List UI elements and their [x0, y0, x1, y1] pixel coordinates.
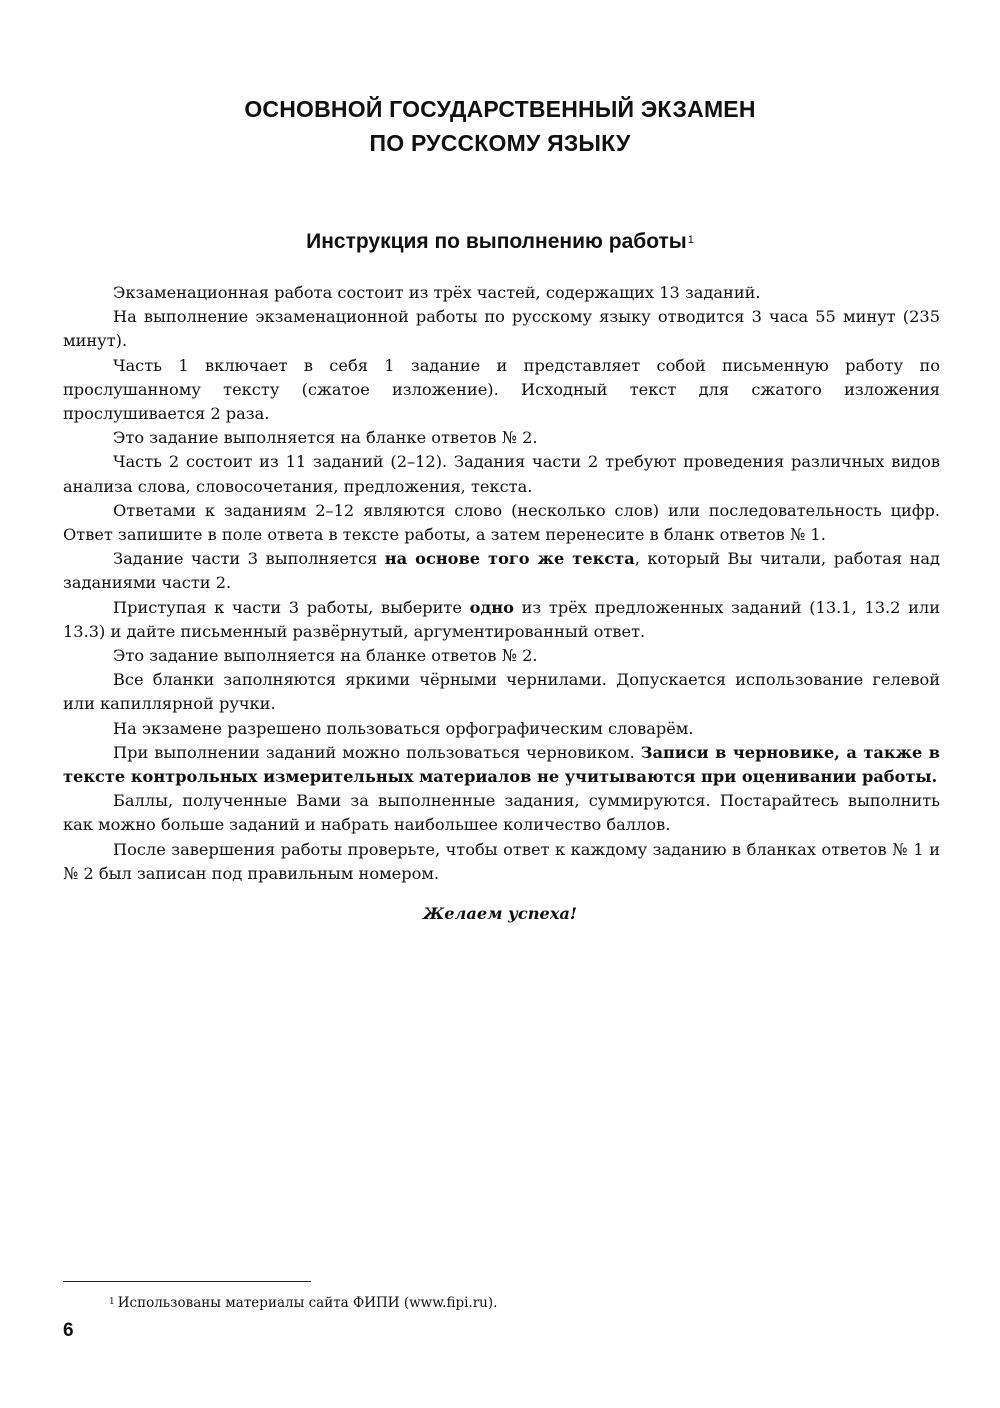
text-run: , который Вы читали, работая над заданиями части 2.	[63, 549, 941, 593]
footnote	[109, 1293, 497, 1313]
paragraph-draft	[63, 741, 940, 789]
paragraph: Часть 1 включает в себя 1 задание и представляет собой письменную работу по прослушанному тексту (сжатое изложение). Исходный текст для сжатого изложения прослушивается 2 раза.	[63, 355, 940, 424]
emphasis: одно	[469, 597, 514, 617]
exam-title	[0, 92, 1000, 160]
text-run: Задание части 3 выполняется	[113, 549, 385, 569]
footnote-text: Использованы материалы сайта ФИПИ (www.fipi.ru).	[117, 1295, 498, 1311]
footnote-reference: 1	[687, 234, 694, 246]
closing-wish: Желаем успеха!	[422, 904, 578, 923]
paragraph: После завершения работы проверьте, чтобы ответ к каждому заданию в бланках ответов № 1 и № 2 был записан под правильным номером.	[63, 839, 940, 883]
text-run: При выполнении заданий можно пользоваться черновиком.	[113, 742, 641, 762]
paragraph-choice	[63, 596, 940, 644]
paragraph: Ответами к заданиям 2–12 являются слово (несколько слов) или последовательность цифр. Ответ запишите в поле ответа в тексте работы, а затем перенесите в бланк ответов № 1.	[63, 500, 940, 545]
exam-title-line-1: ОСНОВНОЙ ГОСУДАРСТВЕННЫЙ ЭКЗАМЕН	[244, 96, 756, 122]
paragraph-part3	[63, 547, 940, 595]
instruction-body	[63, 281, 940, 886]
paragraph: Баллы, полученные Вами за выполненные задания, суммируются. Постарайтесь выполнить как можно больше заданий и набрать наибольшее количество баллов.	[63, 791, 940, 835]
emphasis: на основе того же текста	[384, 549, 635, 569]
text-run: Приступая к части 3 работы, выберите	[113, 597, 470, 617]
paragraph: Это задание выполняется на бланке ответов № 2.	[113, 428, 538, 448]
paragraph: Экзаменационная работа состоит из трёх частей, содержащих 13 заданий.	[113, 283, 761, 302]
paragraph: Все бланки заполняются яркими чёрными чернилами. Допускается использование гелевой или капиллярной ручки.	[63, 670, 940, 714]
paragraph: Это задание выполняется на бланке ответов № 2.	[113, 646, 538, 666]
footnote-divider	[63, 1281, 311, 1282]
instruction-heading-text: Инструкция по выполнению работы	[306, 230, 687, 253]
paragraph: На выполнение экзаменационной работы по русскому языку отводится 3 часа 55 минут (235 минут).	[63, 307, 940, 351]
paragraph: Часть 2 состоит из 11 заданий (2–12). Задания части 2 требуют проведения различных видов анализа слова, словосочетания, предложения, текста.	[63, 452, 940, 496]
page-number: 6	[63, 1320, 74, 1341]
instruction-heading	[0, 226, 1000, 258]
paragraph: На экзамене разрешено пользоваться орфографическим словарём.	[113, 718, 694, 738]
exam-title-line-2: ПО РУССКОМУ ЯЗЫКУ	[369, 130, 631, 156]
footnote-marker: 1	[109, 1297, 115, 1307]
text-run: из трёх предложенных заданий (13.1, 13.2 или 13.3) и дайте письменный развёрнутый, аргументированный ответ.	[63, 597, 940, 641]
emphasis: Записи в черновике, а также в тексте контрольных измерительных материалов не учитываются при оценивании работы.	[63, 742, 940, 787]
